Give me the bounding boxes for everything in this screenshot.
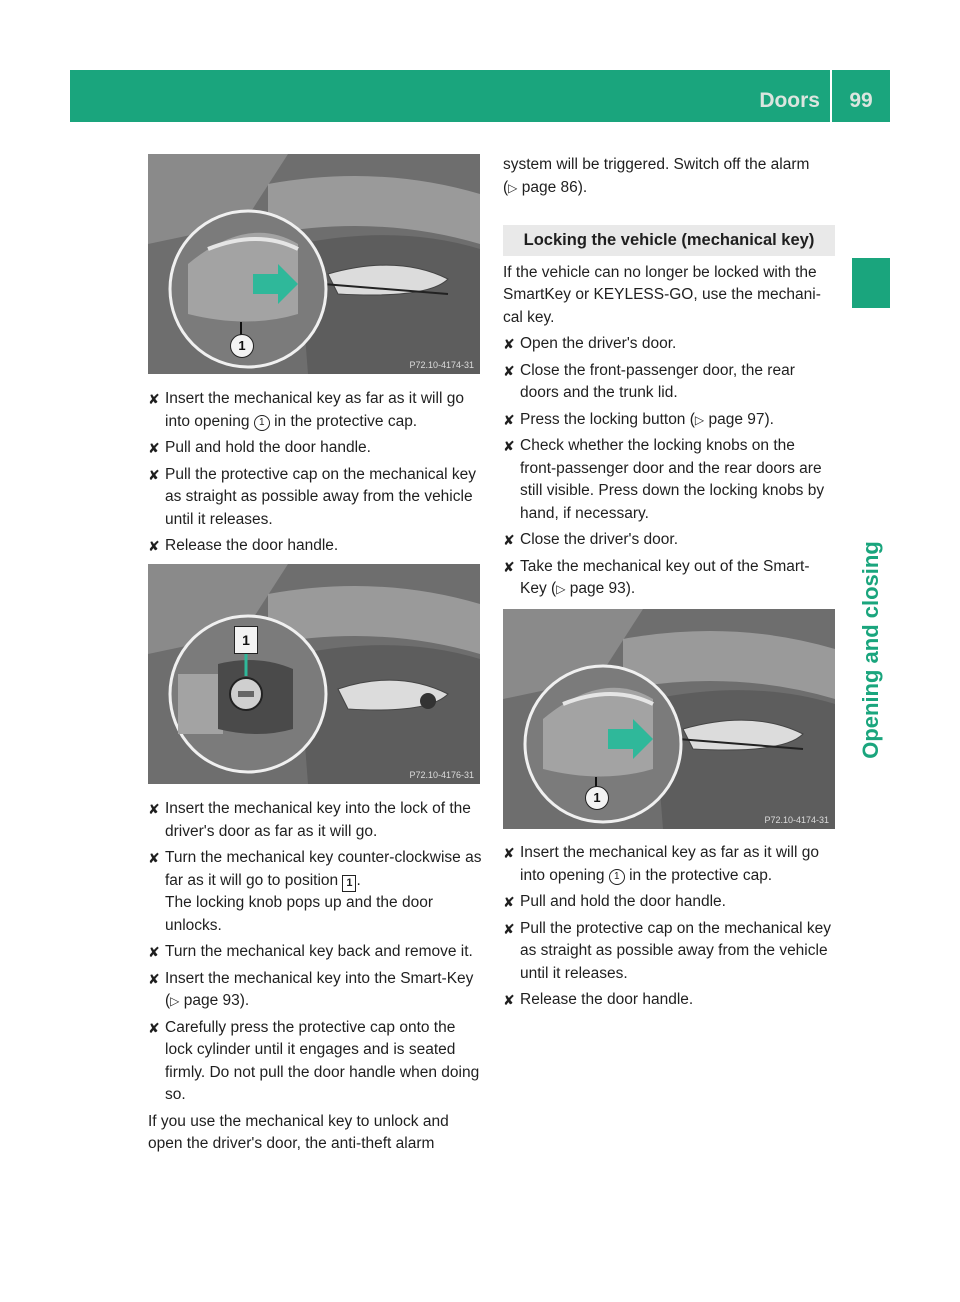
list-item: ✘ Turn the mechanical key back and remove it.: [148, 941, 482, 964]
list-item: ✘ Check whether the locking knobs on the front-passenger door and the rear doors are still visible. Press down the locking knobs by hand, if necessary.: [503, 437, 825, 522]
step-marker-icon: ✘: [503, 894, 515, 910]
step-marker-icon: ✘: [148, 850, 160, 866]
callout-marker: 1: [585, 786, 609, 810]
step-marker-icon: ✘: [503, 558, 515, 575]
step-marker-icon: ✘: [503, 336, 515, 352]
list-item: ✘ Open the driver's door.: [503, 333, 835, 356]
callout-1-icon: 1: [609, 869, 625, 885]
page-reference-link[interactable]: page 93: [569, 580, 626, 597]
page-ref-icon: ▷: [556, 582, 566, 596]
page-ref-icon: ▷: [170, 994, 180, 1008]
step-marker-icon: ✘: [503, 920, 515, 937]
paragraph: If you use the mechanical key to unlock and open the driver's door, the anti-theft alarm: [148, 1112, 449, 1152]
figure-code: P72.10-4174-31: [764, 815, 829, 825]
intro-paragraph: If the vehicle can no longer be locked with the SmartKey or KEYLESS-GO, use the mechani-cal key.: [503, 263, 821, 326]
list-item: ✘ Pull the protective cap on the mechanical key as straight as possible away from the vehicle until it releases.: [148, 465, 477, 528]
left-column-instructions-a: [148, 388, 482, 562]
door-handle-illustration: [148, 154, 480, 374]
left-column-instructions-b: [148, 798, 482, 1160]
list-item: ✘ Press the locking button (▷ page 97).: [503, 409, 835, 432]
list-item: ✘ Close the front-passenger door, the rear doors and the trunk lid.: [503, 361, 795, 401]
page-reference-link[interactable]: page 97: [708, 410, 765, 428]
figure-protective-cap-2: [503, 609, 835, 829]
figure-lock-cylinder: [148, 564, 480, 784]
page-ref-icon: ▷: [508, 180, 518, 195]
step-marker-icon: ✘: [503, 992, 515, 1008]
page-reference-link[interactable]: page 86: [521, 178, 578, 196]
step-marker-icon: ✘: [503, 438, 515, 454]
figure-code: P72.10-4174-31: [409, 360, 474, 370]
list-item: ✘ Close the driver's door.: [503, 529, 835, 552]
right-column: [503, 154, 835, 605]
step-marker-icon: ✘: [503, 532, 515, 548]
callout-1-icon: 1: [254, 415, 270, 431]
page-reference-link[interactable]: page 93: [183, 992, 240, 1009]
step-marker-icon: ✘: [148, 466, 160, 483]
callout-marker: 1: [230, 334, 254, 358]
step-marker-icon: ✘: [148, 440, 160, 456]
list-item: ✘ Insert the mechanical key into the lock of the driver's door as far as it will go.: [148, 800, 471, 840]
list-item: ✘ Pull the protective cap on the mechanical key as straight as possible away from the vehicle until it releases.: [503, 919, 832, 982]
paragraph: system will be triggered. Switch off the alarm (▷ page 86).: [503, 156, 810, 196]
list-item: ✘ Take the mechanical key out of the Smart-Key (▷ page 93).: [503, 557, 810, 597]
step-marker-icon: ✘: [148, 391, 160, 407]
section-title: Doors: [759, 89, 820, 112]
list-item: ✘ Carefully press the protective cap onto the lock cylinder until it engages and is seated firmly. Do not pull the door handle when doing so.: [148, 1018, 480, 1103]
list-item: ✘ Insert the mechanical key as far as it will go into opening 1 in the protective cap.: [148, 390, 464, 430]
step-marker-icon: ✘: [148, 944, 160, 960]
step-note: The locking knob pops up and the door unlocks.: [165, 894, 433, 934]
list-item: ✘ Insert the mechanical key as far as it will go into opening 1 in the protective cap.: [503, 844, 819, 884]
side-tab-marker: [852, 258, 890, 308]
header-bar: [70, 70, 890, 122]
door-handle-illustration-2: [503, 609, 835, 829]
list-item: ✘ Pull and hold the door handle.: [503, 891, 835, 914]
list-item: ✘ Release the door handle.: [148, 535, 482, 558]
chapter-label: Opening and closing: [858, 541, 883, 759]
list-item: ✘ Release the door handle.: [503, 989, 835, 1012]
page-number: 99: [849, 89, 873, 112]
list-item: ✘ Pull and hold the door handle.: [148, 437, 482, 460]
page-ref-icon: ▷: [694, 412, 705, 427]
position-1-icon: 1: [342, 875, 356, 892]
step-marker-icon: ✘: [148, 801, 160, 817]
step-marker-icon: ✘: [503, 362, 515, 379]
figure-code: P72.10-4176-31: [409, 770, 474, 780]
figure-protective-cap: [148, 154, 480, 374]
step-marker-icon: ✘: [503, 411, 515, 428]
step-marker-icon: ✘: [503, 845, 515, 861]
position-marker: 1: [234, 626, 258, 654]
list-item: ✘ Insert the mechanical key into the Smart-Key (▷ page 93).: [148, 969, 474, 1009]
step-marker-icon: ✘: [148, 970, 160, 987]
step-marker-icon: ✘: [148, 538, 160, 554]
lock-cylinder-illustration: [148, 564, 480, 784]
step-marker-icon: ✘: [148, 1019, 160, 1036]
list-item: ✘ Turn the mechanical key counter-clockwise as far as it will go to position 1 . The locking knob pops up and the door unlocks.: [148, 849, 482, 934]
right-column-instructions-b: [503, 842, 835, 1016]
section-heading: Locking the vehicle (mechanical key): [503, 225, 835, 256]
